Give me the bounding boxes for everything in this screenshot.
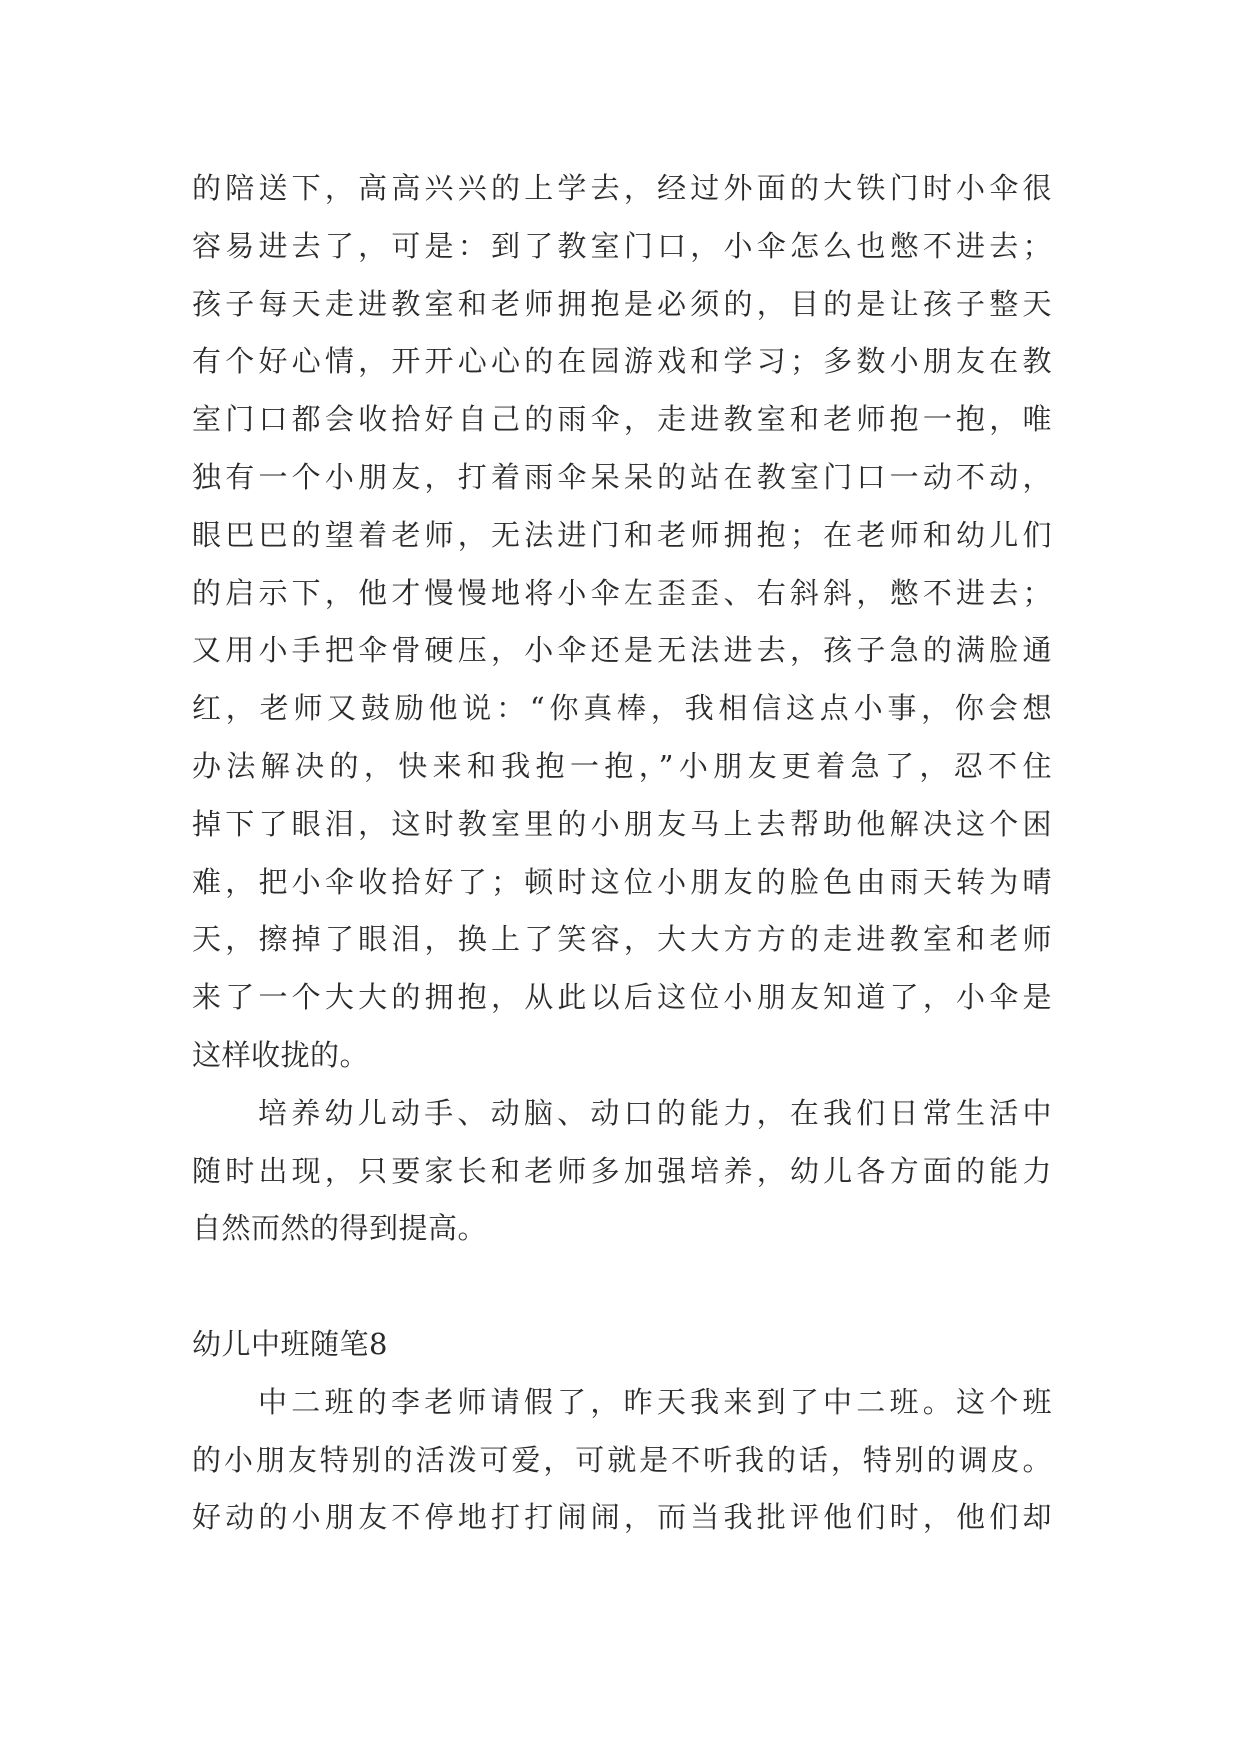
text-line: 红，老师又鼓励他说：“你真棒，我相信这点小事，你会想 (192, 691, 1052, 726)
text-line: 中二班的李老师请假了，昨天我来到了中二班。这个班 (258, 1384, 1052, 1419)
text-line: 培养幼儿动手、动脑、动口的能力，在我们日常生活中 (258, 1095, 1052, 1130)
text-line: 的陪送下，高高兴兴的上学去，经过外面的大铁门时小伞很 (192, 171, 1052, 205)
text-line: 眼巴巴的望着老师，无法进门和老师拥抱；在老师和幼儿们 (192, 517, 1052, 552)
text-line: 来了一个大大的拥抱，从此以后这位小朋友知道了，小伞是 (192, 980, 1052, 1015)
text-line: 的启示下，他才慢慢地将小伞左歪歪、右斜斜，憋不进去； (192, 575, 1052, 610)
text-line: 孩子每天走进教室和老师拥抱是必须的，目的是让孩子整天 (192, 286, 1052, 321)
document-body (192, 160, 1052, 1547)
text-line: 随时出现，只要家长和老师多加强培养，幼儿各方面的能力 (192, 1153, 1052, 1188)
text-line: 容易进去了，可是：到了教室门口，小伞怎么也憋不进去； (192, 228, 1052, 263)
text-line: 掉下了眼泪，这时教室里的小朋友马上去帮助他解决这个困 (192, 806, 1052, 841)
text-line: 的小朋友特别的活泼可爱，可就是不听我的话，特别的调皮。 (192, 1442, 1052, 1477)
text-line: 难，把小伞收拾好了；顿时这位小朋友的脸色由雨天转为晴 (192, 864, 1052, 899)
paragraph-story (192, 160, 1052, 1085)
text-line: 办法解决的，快来和我抱一抱，”小朋友更着急了，忍不住 (192, 748, 1052, 783)
text-line: 独有一个小朋友，打着雨伞呆呆的站在教室门口一动不动， (192, 459, 1052, 494)
text-line: 自然而然的得到提高。 (192, 1211, 488, 1246)
text-line: 这样收拢的。 (192, 1037, 370, 1072)
text-line: 室门口都会收拾好自己的雨伞，走进教室和老师抱一抱，唯 (192, 402, 1052, 437)
paragraph-conclusion (192, 1085, 1052, 1258)
text-line: 天，擦掉了眼泪，换上了笑容，大大方方的走进教室和老师 (192, 922, 1052, 957)
section-gap (192, 1258, 1052, 1316)
text-line: 又用小手把伞骨硬压，小伞还是无法进去，孩子急的满脸通 (192, 633, 1052, 668)
section-heading: 幼儿中班随笔8 (192, 1326, 388, 1361)
text-line: 有个好心情，开开心心的在园游戏和学习；多数小朋友在教 (192, 344, 1052, 379)
paragraph-new-section (192, 1374, 1052, 1547)
text-line: 好动的小朋友不停地打打闹闹，而当我批评他们时，他们却 (192, 1500, 1052, 1535)
